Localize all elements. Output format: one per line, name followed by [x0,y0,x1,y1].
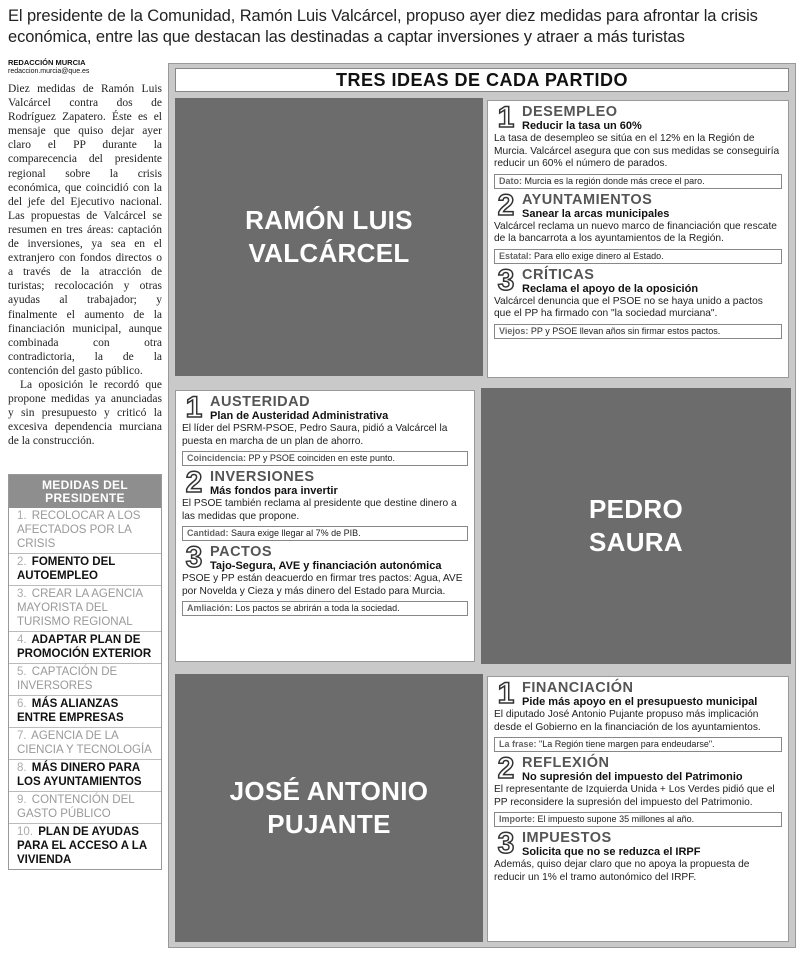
idea-note [494,174,782,189]
note-label: Amliación: [187,603,234,613]
medida-number: 3. [17,588,27,600]
idea-note [182,451,468,466]
medida-number: 2. [17,556,27,568]
name-line-2: PUJANTE [267,809,391,839]
medida-number: 7. [17,730,27,742]
medida-number: 10. [17,826,33,838]
note-label: Viejos: [499,325,529,336]
idea-note [182,526,468,541]
idea-item [494,827,782,884]
name-box-pujante [175,674,483,942]
medida-item [9,728,161,760]
medida-item [9,632,161,664]
idea-item [182,466,468,541]
idea-item [182,541,468,616]
byline-author: REDACCIÓN MURCIA [8,58,86,67]
medida-item [9,586,161,632]
idea-number: 1 [497,677,515,710]
name-line-1: JOSÉ ANTONIO [229,776,429,806]
idea-title: FINANCIACIÓN [522,680,634,696]
idea-number: 1 [497,101,515,134]
idea-item [494,263,782,339]
idea-number: 3 [497,827,515,860]
byline-email: redaccion.murcia@que.es [8,68,90,75]
politician-name [589,493,683,559]
medida-item [9,792,161,824]
medida-text: MÁS DINERO PARA LOS AYUNTAMIENTOS [17,762,142,788]
article-body [8,82,162,448]
medida-text: FOMENTO DEL AUTOEMPLEO [17,556,116,582]
idea-text: El PSOE también reclama al presidente que destine dinero a las medidas que propone. [182,498,457,522]
name-line-2: VALCÁRCEL [248,238,410,268]
idea-title: INVERSIONES [210,469,315,485]
idea-text: Valcárcel denuncia que el PSOE no se haya unido a pactos que el PP ha firmado con "la sociedad murciana". [494,295,763,319]
body-paragraph-2: La oposición le recordó que propone medidas ya anunciadas y sin presupuesto y criticó la excesiva dependencia murciana de la construcción. [8,378,162,448]
medida-text: AGENCIA DE LA CIENCIA Y TECNOLOGÍA [17,730,152,756]
note-label: Estatal: [499,250,532,261]
idea-text: Valcárcel reclama un nuevo marco de financiación que rescate de la bancarrota a los ayuntamientos de la Región. [494,220,777,244]
idea-subtitle: Reducir la tasa un 60% [522,120,642,132]
medida-text: CONTENCIÓN DEL GASTO PÚBLICO [17,794,135,820]
note-text: El impuesto supone 35 millones al año. [537,814,695,824]
medida-item [9,696,161,728]
idea-item [494,188,782,264]
name-line-2: SAURA [589,527,683,557]
idea-subtitle: Reclama el apoyo de la oposición [522,282,699,295]
idea-title: PACTOS [210,544,273,560]
medida-number: 6. [17,698,27,710]
idea-title: REFLEXIÓN [522,755,610,771]
note-label: Coincidencia: [187,453,247,463]
info-box-valcarcel [487,100,789,378]
name-box-saura [481,388,791,664]
idea-subtitle: Pide más apoyo en el presupuesto municipal [522,696,758,708]
idea-text: PSOE y PP están deacuerdo en firmar tres pactos: Agua, AVE por Novelda y Cieza y más dinero del Estado para Murcia. [182,573,463,597]
idea-text: El líder del PSRM-PSOE, Pedro Saura, pidió a Valcárcel la puesta en marcha de un plan de ahorro. [182,423,448,447]
politician-name [230,775,429,841]
medida-item [9,508,161,554]
medida-text: MÁS ALIANZAS ENTRE EMPRESAS [17,698,124,724]
note-label: La frase: [499,739,537,749]
medida-item [9,760,161,792]
ideas-panel [168,63,796,948]
panel-title: TRES IDEAS DE CADA PARTIDO [175,68,789,92]
idea-subtitle: Tajo-Segura, AVE y financiación autonómica [210,560,442,572]
info-box-saura [175,390,475,662]
idea-item [182,391,468,466]
medida-text: RECOLOCAR A LOS AFECTADOS POR LA CRISIS [17,510,141,550]
note-text: PP y PSOE llevan años sin firmar estos pactos. [530,325,721,336]
idea-text: El representante de Izquierda Unida + Los Verdes pidió que el PP reconsidere la supresión del impuesto del Patrimonio. [494,784,775,808]
note-text: "La Región tiene margen para endeudarse". [539,739,715,749]
medidas-title: MEDIDAS DEL PRESIDENTE [9,475,161,508]
name-line-1: PEDRO [589,494,683,524]
medida-text: ADAPTAR PLAN DE PROMOCIÓN EXTERIOR [17,634,152,660]
medida-item [9,554,161,586]
idea-text: La tasa de desempleo se sitúa en el 12% en la Región de Murcia. Valcárcel asegura que con sus medidas se conseguiría reducir un 60% el número de parados. [494,133,780,169]
medida-number: 1. [17,510,27,522]
medida-item [9,824,161,869]
note-text: PP y PSOE coinciden en este punto. [248,453,395,463]
note-text: Los pactos se abrirán a toda la sociedad. [235,603,400,613]
idea-note [182,601,468,616]
medida-text: CAPTACIÓN DE INVERSORES [17,666,118,692]
idea-number: 2 [497,188,515,222]
idea-item [494,752,782,827]
idea-note [494,249,782,264]
note-text: Murcia es la región donde más crece el paro. [524,175,705,186]
idea-title: AUSTERIDAD [210,394,311,410]
note-label: Dato: [499,175,522,186]
medida-number: 8. [17,762,27,774]
medida-text: CREAR LA AGENCIA MAYORISTA DEL TURISMO REGIONAL [17,588,143,628]
idea-item [494,677,782,752]
medidas-list [9,508,161,869]
article-headline: El presidente de la Comunidad, Ramón Luis Valcárcel, propuso ayer diez medidas para afrontar la crisis económica, entre las que destacan las destinadas a captar inversiones y atraer a más turistas [8,7,758,46]
idea-note [494,812,782,827]
body-paragraph-1: Diez medidas de Ramón Luis Valcárcel contra dos de Rodríguez Zapatero. Éste es el mensaje que quiso dejar ayer claro el PP durante la comparecencia del presidente regional sobre la crisis económica, que coincidió con la del jefe del Ejecutivo nacional. Las propuestas de Valcárcel se resumen en tres áreas: captación de inversiones, ya sea en el extranjero con fondos directos o a través de la atracción de turistas; recolocación y otras ayudas al trabajador; y finalmente el aumento de la financiación municipal, aunque combinada con otra contradictoria, la de la contención del gasto público. [8,83,162,377]
idea-item [494,101,782,189]
idea-text: El diputado José Antonio Pujante propuso más implicación desde el Gobierno en la financiación de los ayuntamientos. [494,709,761,733]
idea-title: CRÍTICAS [522,266,595,283]
note-text: Saura exige llegar al 7% de PIB. [231,528,361,538]
idea-number: 3 [185,541,203,574]
idea-text: Además, quiso dejar claro que no apoya la propuesta de reducir un 1% el tramo autonómico del IRPF. [494,859,750,883]
idea-title: DESEMPLEO [522,104,618,120]
idea-number: 2 [185,466,203,499]
byline [8,58,158,76]
idea-title: IMPUESTOS [522,830,612,846]
idea-number: 3 [497,263,515,297]
medidas-box [8,474,162,870]
idea-subtitle: Plan de Austeridad Administrativa [210,410,389,422]
note-label: Importe: [499,814,535,824]
idea-subtitle: Solicita que no se reduzca el IRPF [522,846,701,858]
note-text: Para ello exige dinero al Estado. [534,250,664,261]
medida-number: 4. [17,634,27,646]
idea-subtitle: No supresión del impuesto del Patrimonio [522,771,743,783]
idea-title: AYUNTAMIENTOS [522,191,653,208]
medida-number: 5. [17,666,27,678]
idea-number: 1 [185,391,203,424]
note-label: Cantidad: [187,528,229,538]
politician-name [245,204,413,270]
medida-number: 9. [17,794,27,806]
idea-note [494,324,782,339]
idea-subtitle: Más fondos para invertir [210,485,338,497]
medida-item [9,664,161,696]
name-box-valcarcel [175,98,483,376]
idea-number: 2 [497,752,515,785]
info-box-pujante [487,676,789,942]
idea-subtitle: Sanear la arcas municipales [522,207,670,220]
name-line-1: RAMÓN LUIS [245,205,413,235]
idea-note [494,737,782,752]
medida-text: PLAN DE AYUDAS PARA EL ACCESO A LA VIVIENDA [17,826,147,866]
